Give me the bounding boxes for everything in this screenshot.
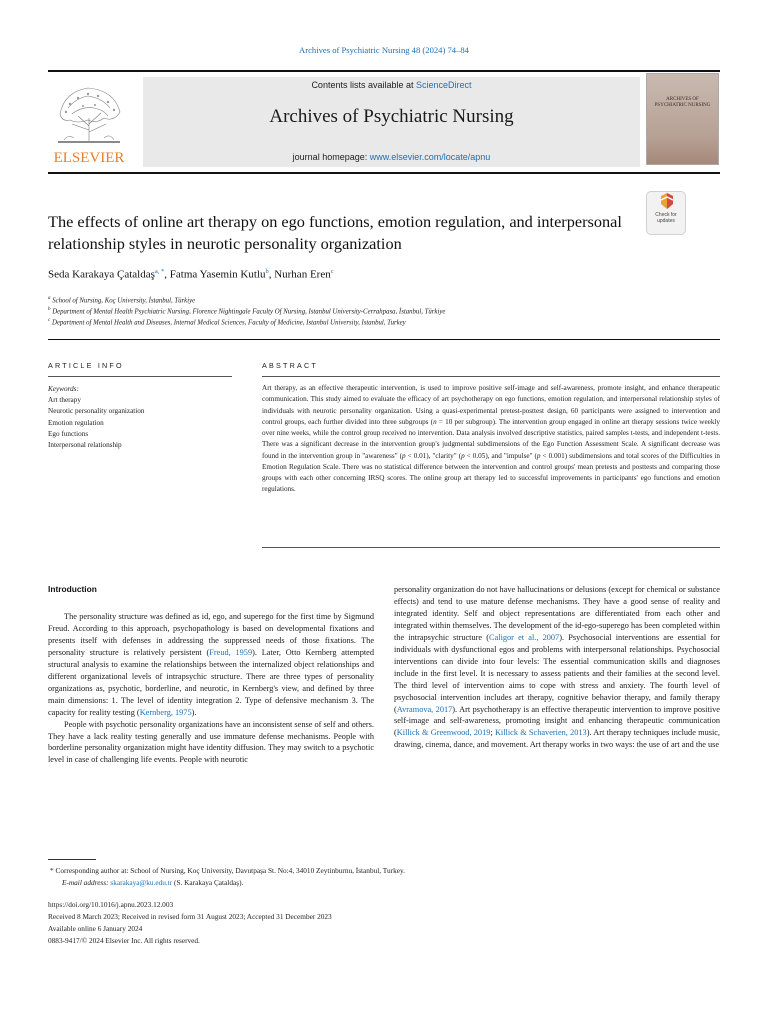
article-title: The effects of online art therapy on ego functions, emotion regulation, and interpersonal relationship styles in neurotic personality organization (48, 212, 622, 253)
citation-link[interactable]: Killick & Schaverien, 2013 (494, 728, 587, 738)
contents-available: Contents lists available at ScienceDirect (311, 80, 472, 90)
email-link[interactable]: skarakaya@ku.edu.tr (110, 878, 173, 887)
running-header[interactable]: Archives of Psychiatric Nursing 48 (2024) 74–84 (299, 45, 469, 55)
keyword: Ego functions (48, 429, 89, 438)
author-name[interactable]: Seda Karakaya Çataldaş (48, 268, 155, 281)
doi-link[interactable]: https://doi.org/10.1016/j.apnu.2023.12.003 (48, 900, 174, 909)
affiliation: $^a$ School of Nursing, Koç University, İstanbul, Türkiye (48, 296, 196, 305)
crossmark-label: Check for updates (655, 212, 677, 224)
body-paragraph: People with psychotic personality organizations have an inconsistent sense of self and others. They have a lack reality testing generally and use immature defense mechanisms. People with borderline personality organization might have identity diffusion. They may switch to a psychotic level in case of challenging life events. People with neurotic (48, 719, 374, 765)
divider (262, 376, 720, 377)
author-name[interactable]: Nurhan Eren (274, 268, 331, 281)
divider (48, 339, 720, 340)
received-dates: Received 8 March 2023; Received in revised form 31 August 2023; Accepted 31 December 2023 (48, 912, 332, 921)
citation-link[interactable]: Avramova, 2017 (396, 704, 453, 714)
journal-title: Archives of Psychiatric Nursing (269, 106, 514, 127)
journal-homepage-link[interactable]: www.elsevier.com/locate/apnu (369, 152, 491, 162)
citation-link[interactable]: Freud, 1959 (209, 647, 253, 657)
body-column-right (394, 584, 720, 751)
author-affil-marker[interactable]: b (265, 268, 269, 275)
keywords-block (48, 384, 238, 451)
journal-cover-title: ARCHIVES OF PSYCHIATRIC NURSING (654, 97, 711, 108)
body-paragraph: The personality structure was defined as id, ego, and superego for the first time by Sigmund Freud. According to this approach, psychopathology is based on developmental fixations and presents itself with defenses in addressing the suppressed needs of those fixations. The personality structure is relatively persistent (Freud, 1959). Later, Otto Kernberg attempted structural analysis to examine the relationships between the internalized object relationships and different organizational levels of intrapsychic structure. There are three types of personality organizations as, psychotic, borderline, and neurotic, in Kernberg's view, and defined by three main dimensions: 1. The level of identity integration 2. Type of defensive mechanism 3. The capacity for reality testing (Kernberg, 1975). (48, 612, 374, 717)
email-note: E-mail address: skarakaya@ku.edu.tr (S. Karakaya Çataldaş). (62, 878, 244, 887)
author-name[interactable]: Fatma Yasemin Kutlu (169, 268, 266, 281)
corresponding-author-note: * Corresponding author at: School of Nursing, Koç University, Davutpaşa St. No:4, 34010 Zeytinburnu, İstanbul, Turkey. (50, 866, 405, 875)
body-column-left (48, 611, 374, 766)
author-affil-marker[interactable]: a, * (154, 268, 165, 275)
keyword: Neurotic personality organization (48, 407, 145, 416)
article-info-label: ARTICLE INFO (48, 361, 124, 370)
author-affil-marker[interactable]: c (330, 268, 334, 275)
elsevier-tree-logo (48, 78, 130, 166)
available-online: Available online 6 January 2024 (48, 924, 143, 933)
sciencedirect-link[interactable]: ScienceDirect (416, 80, 472, 90)
affiliation: $^b$ Department of Mental Health Psychiatric Nursing, Florence Nightingale Faculty Of Nursing, Istanbul University-Cerrahpasa, İstanbul, Türkiye (48, 307, 446, 316)
citation-link[interactable]: Kernberg, 1975 (139, 707, 192, 717)
crossmark-icon (647, 192, 687, 214)
author-list: Seda Karakaya Çataldaş$^{a, *}$, Fatma Yasemin Kutlu$^b$, Nurhan Eren$^c$ (48, 268, 334, 281)
abstract-text: Art therapy, as an effective therapeutic intervention, is used to improve positive self-image and self-awareness, promote insight, and enhance therapeutic communication. This study aimed to evaluate the efficacy of art psychotherapy on ego functions, emotion regulation, and interpersonal relationship styles of individuals with neurotic personality organization. Using a quasi-experimental pretest-posttest design, 60 participants were assigned to intervention and control groups, each further divided into three subgroups (n = 10 per subgroup). The intervention group engaged in online art therapy sessions twice weekly over nine weeks, while the control group received no intervention. Data analysis involved descriptive statistics, paired samples t-tests, and independent t-tests. There was a significant decrease in the intervention group's judgmental subdimensions of the Ego Function Assessment Scale. A significant decrease was found in the intervention group in "awareness" (p < 0.01), "clarity" (p < 0.05), and "impulse" (p < 0.001) subdimensions and total scores of the Difficulties in Emotion Regulation Scale. There was no statistical difference between the intervention and control groups' mean pretests and posttests and comparing those groups with each other concerning IRSQ scores. The online group art therapy led to successful improvements in participants' ego functions and emotion regulations. (262, 384, 721, 494)
keyword: Emotion regulation (48, 418, 104, 427)
citation-link[interactable]: Killick & Greenwood, 2019 (396, 728, 491, 738)
keyword: Interpersonal relationship (48, 441, 122, 450)
journal-cover-image[interactable] (646, 73, 719, 165)
citation-link[interactable]: Caligor et al., 2007 (489, 632, 560, 642)
body-paragraph: personality organization do not have hallucinations or delusions (except for chemical or substance effects) and tend to use mature defense mechanisms. They have a good sense of reality and integrated identity. Self and object representations are differentiated from each other and integrated within themselves. The development of the id-ego-superego has been completed within the intrapsychic structure (Caligor et al., 2007). Psychosocial interventions are essential for individuals with dysfunctional egos and problems with interpersonal relationships. Psychosocial interventions can divide into four levels: The essential communication skills and diagnoses include in the first level. It is necessary to assess patients and their families at the second level. The third level of intervention aims to cope with stress and anxiety. The fourth level of psychosocial intervention includes art therapy, cognitive behavior therapy, and family therapy (Avramova, 2017). Art psychotherapy is an effective therapeutic intervention to improve positive self-image and self-awareness, promoting insight and enhancing therapeutic communication (Killick & Greenwood, 2019; Killick & Schaverien, 2013). Art therapy techniques include music, drawing, cinema, dance, and movement. Art therapy works in two ways: the use of art and the use (394, 585, 721, 750)
keywords-heading: Keywords: (48, 385, 79, 393)
publisher-wordmark: ELSEVIER (53, 150, 125, 166)
journal-homepage: journal homepage: www.elsevier.com/locate/apnu (292, 152, 491, 162)
footnote-divider (48, 859, 96, 860)
divider (48, 376, 232, 377)
keyword: Art therapy (48, 396, 81, 405)
divider (262, 547, 720, 548)
copyright: 0883-9417/© 2024 Elsevier Inc. All rights reserved. (48, 936, 200, 945)
affiliation: $^c$ Department of Mental Health and Diseases, Internal Medical Sciences, Faculty of Medicine, Istanbul University, Istanbul, Turkey (48, 318, 406, 327)
section-heading-introduction: Introduction (48, 584, 97, 594)
abstract-label: ABSTRACT (262, 361, 318, 370)
